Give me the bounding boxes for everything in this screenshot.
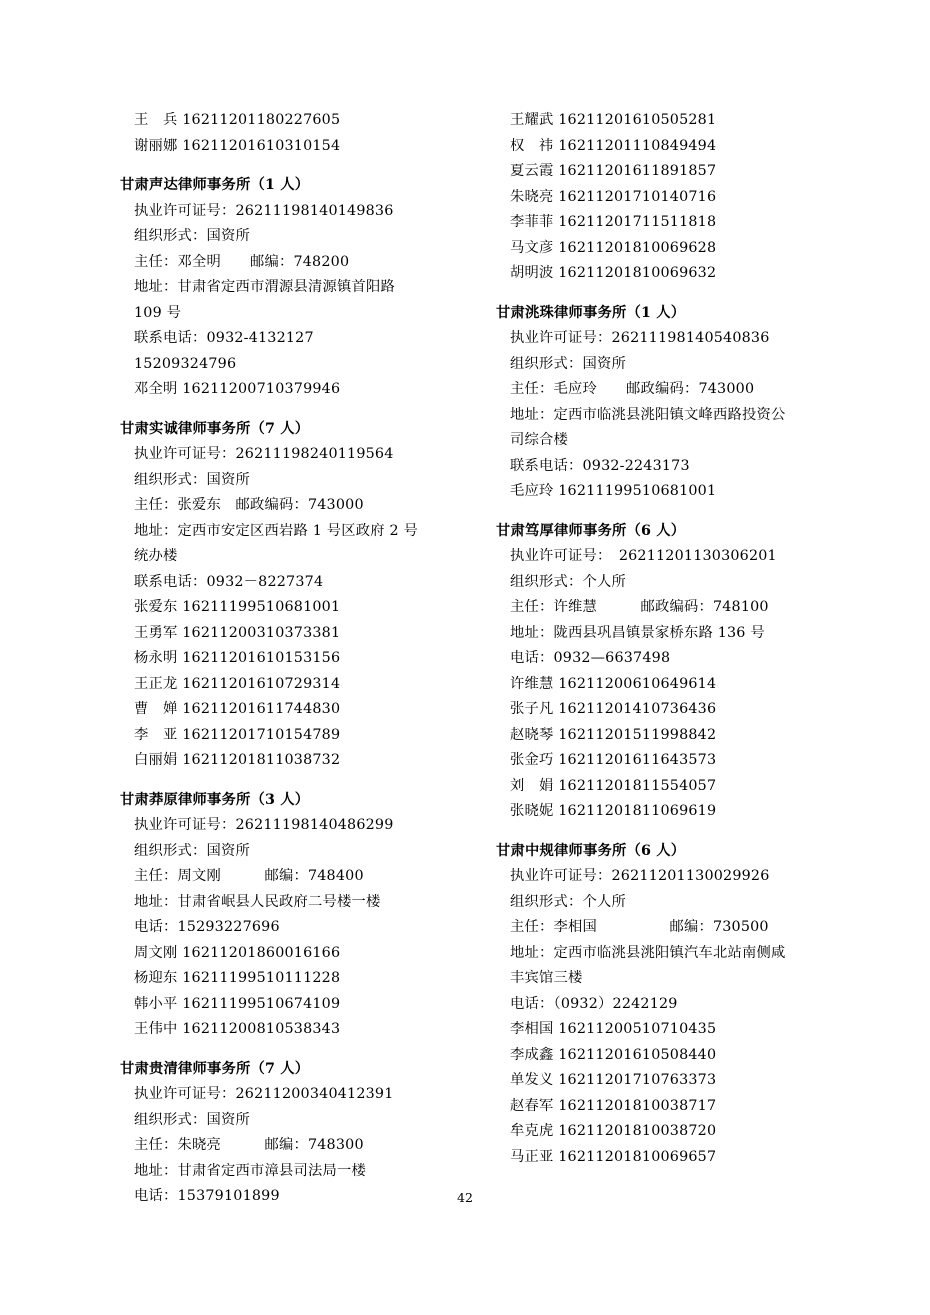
lawyer-line: 张金巧 16211201611643573	[510, 752, 717, 768]
address-line: 地址：甘肃省定西市渭源县清源镇首阳路	[134, 279, 395, 295]
lawyer-line: 许维慧 16211200610649614	[510, 675, 717, 692]
lawyer-line: 李 亚 16211201710154789	[134, 726, 341, 743]
organization-form: 组织形式：个人所	[510, 893, 626, 910]
organization-form: 组织形式：国资所	[134, 228, 250, 244]
address-line: 地址：甘肃省定西市漳县司法局一楼	[134, 1162, 366, 1179]
firm-heading: 甘肃声达律师事务所（1 人）	[120, 177, 310, 193]
lawyer-line: 王 兵 16211201180227605	[134, 112, 341, 128]
lawyer-line: 王勇军 16211200310373381	[134, 624, 341, 641]
block-gap	[496, 287, 820, 301]
lawyer-line: 王耀武 16211201610505281	[510, 112, 717, 128]
block-gap	[120, 1043, 444, 1057]
firm-heading: 甘肃贵清律师事务所（7 人）	[120, 1060, 310, 1077]
firm-heading: 甘肃中规律师事务所（6 人）	[496, 842, 686, 859]
block-gap	[496, 825, 820, 839]
contact-phone: 电话：0932—6637498	[510, 650, 671, 666]
address-line-cont: 109 号	[134, 304, 182, 321]
lawyer-line: 韩小平 16211199510674109	[134, 995, 341, 1012]
address-line-cont: 统办楼	[134, 548, 178, 564]
license-number: 执业许可证号：26211198240119564	[134, 446, 394, 462]
lawyer-line: 王正龙 16211201610729314	[134, 675, 341, 692]
block-gap	[496, 505, 820, 519]
license-number: 执业许可证号：26211198140540836	[510, 330, 770, 346]
firm-heading: 甘肃洮珠律师事务所（1 人）	[496, 304, 686, 321]
address-line: 地址：定西市安定区西岩路 1 号区政府 2 号	[134, 522, 419, 539]
contact-phone: 联系电话：0932-2243173	[510, 457, 690, 474]
organization-form: 组织形式：国资所	[134, 471, 250, 488]
director-and-postcode: 主任：许维慧 邮政编码：748100	[510, 599, 769, 615]
lawyer-line: 马文彦 16211201810069628	[510, 239, 717, 256]
lawyer-line: 谢丽娜 16211201610310154	[134, 137, 341, 154]
organization-form: 组织形式：个人所	[510, 573, 626, 590]
lawyer-line: 张爱东 16211199510681001	[134, 599, 341, 615]
left-column	[120, 108, 444, 1210]
block-gap	[120, 159, 444, 173]
lawyer-line: 牟克虎 16211201810038720	[510, 1123, 717, 1139]
director-and-postcode: 主任：李相国 邮编：730500	[510, 919, 769, 935]
two-column-body	[120, 108, 820, 1210]
lawyer-line: 朱晓亮 16211201710140716	[510, 188, 717, 205]
lawyer-line: 马正亚 16211201810069657	[510, 1148, 717, 1165]
right-column	[496, 108, 820, 1210]
lawyer-line: 杨迎东 16211199510111228	[134, 970, 341, 986]
director-and-postcode: 主任：毛应玲 邮政编码：743000	[510, 381, 755, 397]
address-line-cont: 司综合楼	[510, 432, 568, 448]
address-line: 地址：定西市临洮县洮阳镇文峰西路投资公	[510, 406, 786, 423]
lawyer-line: 杨永明 16211201610153156	[134, 650, 341, 666]
block-gap	[120, 403, 444, 417]
lawyer-line: 刘 娟 16211201811554057	[510, 777, 717, 794]
director-and-postcode: 主任：张爱东 邮政编码：743000	[134, 497, 364, 513]
lawyer-line: 曹 婵 16211201611744830	[134, 701, 341, 717]
director-and-postcode: 主任：邓全明 邮编：748200	[134, 253, 350, 270]
firm-heading: 甘肃笃厚律师事务所（6 人）	[496, 522, 686, 539]
organization-form: 组织形式：国资所	[134, 1111, 250, 1128]
license-number: 执业许可证号：26211201130029926	[510, 868, 770, 884]
lawyer-line: 赵晓琴 16211201511998842	[510, 726, 717, 743]
lawyer-line: 李相国 16211200510710435	[510, 1021, 717, 1037]
contact-phone: 电话：15379101899	[134, 1188, 280, 1204]
lawyer-line: 夏云霞 16211201611891857	[510, 163, 717, 179]
contact-phone: 电话：（0932）2242129	[510, 995, 678, 1012]
block-gap	[120, 774, 444, 788]
lawyer-line: 张子凡 16211201410736436	[510, 701, 717, 717]
address-line-cont: 丰宾馆三楼	[510, 970, 583, 986]
lawyer-line: 张晓妮 16211201811069619	[510, 803, 717, 819]
lawyer-line: 李成鑫 16211201610508440	[510, 1046, 717, 1063]
address-line: 地址：甘肃省岷县人民政府二号楼一楼	[134, 893, 381, 910]
firm-heading: 甘肃莽原律师事务所（3 人）	[120, 791, 310, 808]
lawyer-line: 权 祎 16211201110849494	[510, 137, 717, 154]
lawyer-line: 邓全明 16211200710379946	[134, 381, 341, 397]
lawyer-line: 单发义 16211201710763373	[510, 1072, 717, 1088]
page-number: 42	[457, 1190, 473, 1205]
license-number: 执业许可证号：26211200340412391	[134, 1086, 394, 1102]
lawyer-line: 周文刚 16211201860016166	[134, 944, 341, 961]
lawyer-line: 王伟中 16211200810538343	[134, 1021, 341, 1037]
contact-phone: 联系电话：0932－8227374	[134, 573, 324, 590]
contact-phone: 联系电话：0932-4132127 15209324796	[134, 330, 343, 372]
address-line: 地址：陇西县巩昌镇景家桥东路 136 号	[510, 624, 765, 641]
organization-form: 组织形式：国资所	[134, 842, 250, 859]
license-number: 执业许可证号： 26211201130306201	[510, 548, 777, 564]
lawyer-line: 毛应玲 16211199510681001	[510, 483, 717, 499]
lawyer-line: 李菲菲 16211201711511818	[510, 214, 717, 230]
address-line: 地址：定西市临洮县洮阳镇汽车北站南侧咸	[510, 944, 786, 961]
lawyer-line: 白丽娟 16211201811038732	[134, 752, 341, 768]
organization-form: 组织形式：国资所	[510, 355, 626, 372]
lawyer-line: 胡明波 16211201810069632	[510, 265, 717, 281]
lawyer-line: 赵春军 16211201810038717	[510, 1097, 717, 1114]
license-number: 执业许可证号：26211198140149836	[134, 202, 394, 219]
license-number: 执业许可证号：26211198140486299	[134, 817, 394, 833]
director-and-postcode: 主任：朱晓亮 邮编：748300	[134, 1137, 364, 1153]
director-and-postcode: 主任：周文刚 邮编：748400	[134, 868, 364, 884]
firm-heading: 甘肃实诚律师事务所（7 人）	[120, 420, 310, 437]
contact-phone: 电话：15293227696	[134, 919, 280, 935]
